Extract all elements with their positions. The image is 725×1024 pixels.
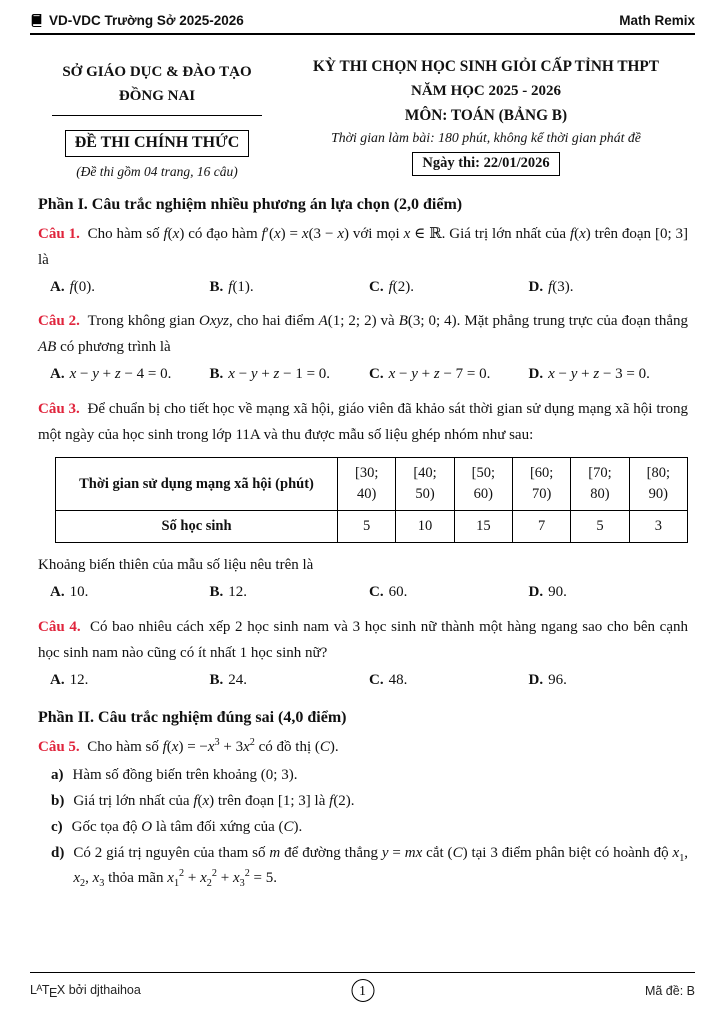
option-a: A. 12. <box>50 671 89 688</box>
question-1-text: Cho hàm số f(x) có đạo hàm f′(x) = x(3 − x) với mọi x ∈ ℝ. Giá trị lớn nhất của f(x) trên đoạn [0; 3] là <box>38 226 688 268</box>
option-b: B. 24. <box>209 671 248 688</box>
question-1-options <box>38 275 688 301</box>
question-1-label: Câu 1. <box>38 226 80 242</box>
table-count-row <box>56 511 688 543</box>
interval-cell: [60; 70) <box>512 458 570 511</box>
statement-c: c) Gốc tọa độ O là tâm đối xứng của (C). <box>51 818 303 835</box>
count-cell: 3 <box>629 511 687 543</box>
duration-note: Thời gian làm bài: 180 phút, không kể thời gian phát đề <box>331 130 641 145</box>
interval-cell: [30; 40) <box>338 458 396 511</box>
grouped-data-table <box>55 457 688 543</box>
part2-heading: Phần II. Câu trắc nghiệm đúng sai (4,0 điểm) <box>38 709 347 727</box>
interval-cell: [40; 50) <box>396 458 454 511</box>
option-b: B. x − y + z − 1 = 0. <box>209 365 331 382</box>
option-a: A. 10. <box>50 584 89 601</box>
option-a: A. f(0). <box>50 278 96 295</box>
part1-heading: Phần I. Câu trắc nghiệm nhiều phương án lựa chọn (2,0 điểm) <box>38 196 463 213</box>
header-left <box>30 13 244 28</box>
option-d: D. x − y + z − 3 = 0. <box>528 365 650 382</box>
statement-a: a) Hàm số đồng biến trên khoảng (0; 3). <box>51 767 298 784</box>
exam-pages-note: (Đề thi gồm 04 trang, 16 câu) <box>76 164 238 179</box>
title-block <box>38 54 688 180</box>
count-cell: 10 <box>396 511 454 543</box>
running-header <box>30 13 695 35</box>
question-5-statements <box>38 763 688 892</box>
option-c: C. x − y + z − 7 = 0. <box>369 365 491 382</box>
option-d: D. 90. <box>528 584 567 601</box>
statement-b: b) Giá trị lớn nhất của f(x) trên đoạn [1; 3] là f(2). <box>51 793 355 809</box>
school-year: NĂM HỌC 2025 - 2026 <box>411 83 561 99</box>
exam-title: KỲ THI CHỌN HỌC SINH GIỎI CẤP TỈNH THPT <box>313 58 659 75</box>
header-left-text: VD-VDC Trường Sở 2025-2026 <box>49 13 244 28</box>
official-exam-box: ĐỀ THI CHÍNH THỨC <box>65 130 250 157</box>
question-3-subtext: Khoảng biến thiên của mẫu số liệu nêu trên là <box>38 557 314 574</box>
question-2-options <box>38 362 688 388</box>
interval-cell: [50; 60) <box>454 458 512 511</box>
exam-date-box: Ngày thi: 22/01/2026 <box>412 152 559 176</box>
question-2-text: Trong không gian Oxyz, cho hai điểm A(1; 2; 2) và B(3; 0; 4). Mặt phẳng trung trực của đoạn thẳng AB có phương trình là <box>38 313 688 356</box>
question-4-label: Câu 4. <box>38 619 81 636</box>
count-cell: 5 <box>571 511 629 543</box>
option-d: D. 96. <box>528 671 567 688</box>
running-footer <box>30 972 695 1000</box>
footer-credit: $L^ATEX$ bởi djthaihoa <box>30 983 141 1000</box>
page-number-badge: 1 <box>351 979 374 1002</box>
question-4-text: Có bao nhiêu cách xếp 2 học sinh nam và 3 học sinh nữ thành một hàng ngang sao cho bên cạnh học sinh nam nào cũng có ít nhất 1 học sinh nữ? <box>38 619 688 661</box>
question-5-text: Cho hàm số $f(x) = -x^3 + 3x^2$ có đồ thị (C). <box>87 737 339 756</box>
count-cell: 7 <box>512 511 570 543</box>
header-right-text: Math Remix <box>619 13 695 28</box>
question-4-options <box>38 668 688 694</box>
option-c: C. 60. <box>369 584 408 601</box>
exam-code: Mã đề: B <box>644 984 695 999</box>
count-cell: 5 <box>338 511 396 543</box>
document-body <box>38 54 688 896</box>
question-3-text: Để chuẩn bị cho tiết học về mạng xã hội, giáo viên đã khảo sát thời gian sử dụng mạng xã hội trong một ngày của học sinh trong lớp 11A và thu được mẫu số liệu ghép nhóm như sau: <box>38 400 689 443</box>
option-d: D. f(3). <box>528 278 574 295</box>
interval-cell: [80; 90) <box>629 458 687 511</box>
question-5 <box>38 735 688 892</box>
question-3-label: Câu 3. <box>38 400 80 417</box>
statement-d: d) Có 2 giá trị nguyên của tham số m để đường thẳng y = mx cắt (C) tại 3 điểm phân biệt có hoành độ $x_1$, $x_2$, $x_3$ thỏa mãn $x_1^2 + x_2^2 + x_3^2 = 5$. <box>51 844 689 890</box>
option-b: B. 12. <box>209 584 248 601</box>
question-2 <box>38 309 688 387</box>
question-2-label: Câu 2. <box>38 313 80 330</box>
question-1 <box>38 222 688 300</box>
count-cell: 15 <box>454 511 512 543</box>
question-4 <box>38 615 688 693</box>
book-icon <box>30 14 43 27</box>
issuer-block <box>38 54 276 180</box>
department-line-2: ĐỒNG NAI <box>118 88 196 104</box>
question-3 <box>38 397 688 606</box>
table-row-label: Số học sinh <box>56 511 338 543</box>
table-col0-header: Thời gian sử dụng mạng xã hội (phút) <box>56 458 338 511</box>
question-5-label: Câu 5. <box>38 739 80 756</box>
department-rule <box>52 115 262 116</box>
option-c: C. f(2). <box>369 278 415 295</box>
option-a: A. x − y + z − 4 = 0. <box>50 365 172 382</box>
subject-line: MÔN: TOÁN (BẢNG B) <box>404 107 568 124</box>
question-3-options <box>38 580 688 606</box>
table-header-row <box>56 458 688 511</box>
option-b: B. f(1). <box>209 278 254 295</box>
exam-title-block <box>284 54 688 180</box>
interval-cell: [70; 80) <box>571 458 629 511</box>
option-c: C. 48. <box>369 671 408 688</box>
department-line-1: SỞ GIÁO DỤC & ĐÀO TẠO <box>62 64 252 80</box>
